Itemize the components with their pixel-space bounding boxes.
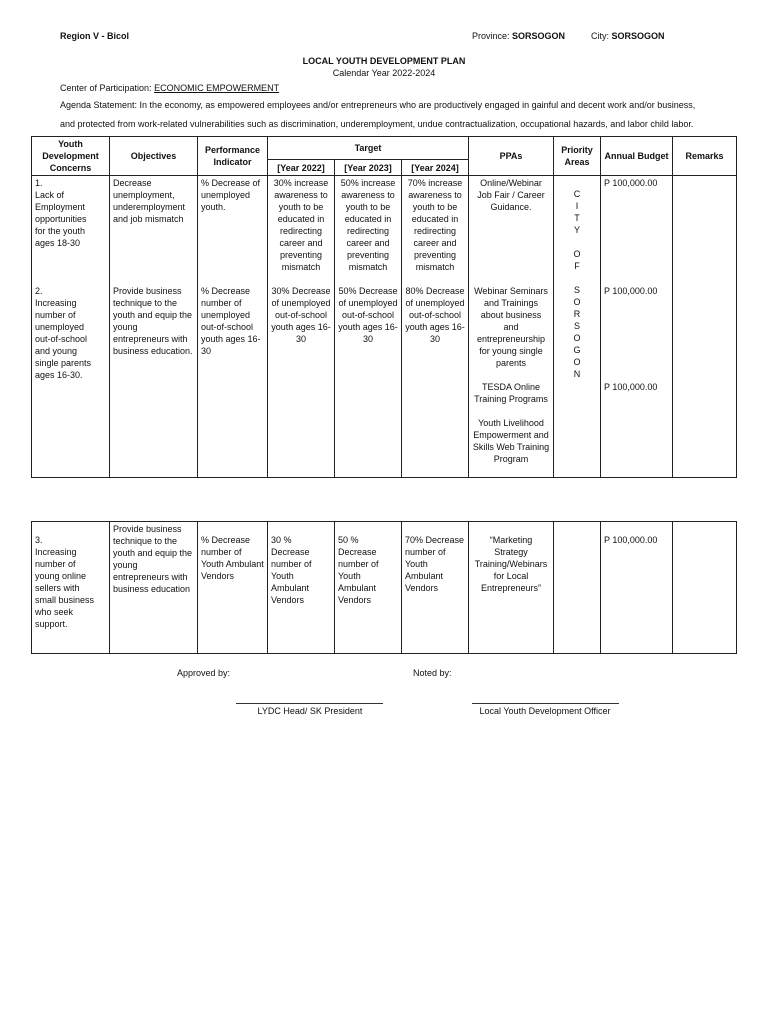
plan-table (31, 136, 737, 478)
city-label: City: (591, 31, 609, 41)
document-title: LOCAL YOUTH DEVELOPMENT PLAN (302, 56, 466, 66)
row-number: 1. (35, 178, 43, 188)
remarks-cell (673, 522, 737, 654)
target-2024-cell: 70% Decrease number of Youth Ambulant Vendors (402, 522, 469, 654)
header-remarks: Remarks (673, 137, 737, 176)
budget-cell: P 100,000.00 (601, 522, 673, 654)
center-of-participation (60, 83, 279, 93)
budget-cell (601, 284, 673, 478)
concern-cell (32, 284, 110, 478)
city-value: SORSOGON (611, 31, 665, 41)
ppa-cell: “Marketing Strategy Training/Webinars for Local Entrepreneurs” (469, 522, 554, 654)
target-2024-cell: 70% increase awareness to youth to be educated in redirecting career and preventing mismatch (402, 176, 469, 284)
approver-signature-line (236, 703, 383, 704)
target-2022-cell: 30% Decrease of unemployed out-of-school youth ages 16-30 (268, 284, 335, 478)
concern-cell (32, 522, 110, 654)
budget-value: P 100,000.00 (604, 381, 658, 392)
row-number: 2. (35, 285, 43, 296)
center-value: ECONOMIC EMPOWERMENT (154, 83, 280, 93)
province-label: Province: (472, 31, 510, 41)
concern-text: Increasing number of unemployed out-of-school and young single parents ages 16-30. (35, 297, 92, 380)
header-ppas: PPAs (469, 137, 554, 176)
approved-by-label: Approved by: (177, 668, 231, 678)
indicator-cell: % Decrease number of Youth Ambulant Vendors (198, 522, 268, 654)
budget-cell: P 100,000.00 (601, 176, 673, 284)
noted-by-label: Noted by: (413, 668, 452, 678)
indicator-cell: % Decrease number of unemployed out-of-school youth ages 16-30 (198, 284, 268, 478)
agenda-line-1: Agenda Statement: In the economy, as empowered employees and/or entrepreneurs who are productively engaged in gainful and decent work and/or business, (60, 100, 696, 110)
agenda-line-2: and protected from work-related vulnerabilities such as discrimination, underemployment, undue contractualization, occupational hazards, and labor child labor. (60, 119, 694, 129)
ppa-cell: Online/Webinar Job Fair / Career Guidance. (469, 176, 554, 284)
indicator-cell: % Decrease of unemployed youth. (198, 176, 268, 284)
remarks-cell (673, 176, 737, 478)
ppa-item: Webinar Seminars and Trainings about business and entrepreneurship for young single parents (474, 285, 548, 368)
target-2022-cell: 30 % Decrease number of Youth Ambulant Vendors (268, 522, 335, 654)
header-budget: Annual Budget (601, 137, 673, 176)
header-target: Target (268, 137, 469, 160)
header-year-2022: [Year 2022] (268, 160, 335, 176)
document-subtitle: Calendar Year 2022-2024 (332, 68, 436, 78)
target-2023-cell: 50% Decrease of unemployed out-of-school youth ages 16-30 (335, 284, 402, 478)
header-year-2023: [Year 2023] (335, 160, 402, 176)
target-2023-cell: 50 % Decrease number of Youth Ambulant Vendors (335, 522, 402, 654)
region-label: Region V - Bicol (60, 31, 130, 41)
header-priority: Priority Areas (554, 137, 601, 176)
ppa-item: TESDA Online Training Programs (474, 381, 548, 404)
objective-cell: Provide business technique to the youth and equip the young entrepreneurs with business education (110, 522, 198, 654)
table-row (32, 522, 737, 654)
header-objectives: Objectives (110, 137, 198, 176)
city-field (591, 31, 665, 41)
concern-text: Lack of Employment opportunities for the youth ages 18-30 (35, 190, 87, 248)
noter-signature-line (472, 703, 619, 704)
noter-title: Local Youth Development Officer (479, 706, 611, 716)
target-2024-cell: 80% Decrease of unemployed out-of-school youth ages 16-30 (402, 284, 469, 478)
target-2022-cell: 30% increase awareness to youth to be educated in redirecting career and preventing mismatch (268, 176, 335, 284)
row-number: 3. (35, 535, 43, 545)
header-concerns: Youth Development Concerns (32, 137, 110, 176)
objective-cell: Decrease unemployment, underemployment and job mismatch (110, 176, 198, 284)
target-2023-cell: 50% increase awareness to youth to be educated in redirecting career and preventing mismatch (335, 176, 402, 284)
table-row (32, 176, 737, 284)
approver-title: LYDC Head/ SK President (257, 706, 363, 716)
ppa-item: Youth Livelihood Empowerment and Skills Web Training Program (472, 417, 550, 464)
plan-table-continued (31, 521, 737, 654)
priority-areas-cell (554, 522, 601, 654)
province-field (472, 31, 565, 41)
objective-cell: Provide business technique to the youth and equip the young entrepreneurs with business education. (110, 284, 198, 478)
center-label: Center of Participation: (60, 83, 152, 93)
table-row (32, 284, 737, 478)
ppa-cell (469, 284, 554, 478)
priority-areas-cell: C I T Y O F S O R S O G O N (554, 176, 601, 478)
concern-cell (32, 176, 110, 284)
province-value: SORSOGON (512, 31, 566, 41)
header-indicator: Performance Indicator (198, 137, 268, 176)
budget-value: P 100,000.00 (604, 285, 658, 296)
concern-text: Increasing number of young online sellers with small business who seek support. (35, 547, 95, 629)
header-year-2024: [Year 2024] (402, 160, 469, 176)
